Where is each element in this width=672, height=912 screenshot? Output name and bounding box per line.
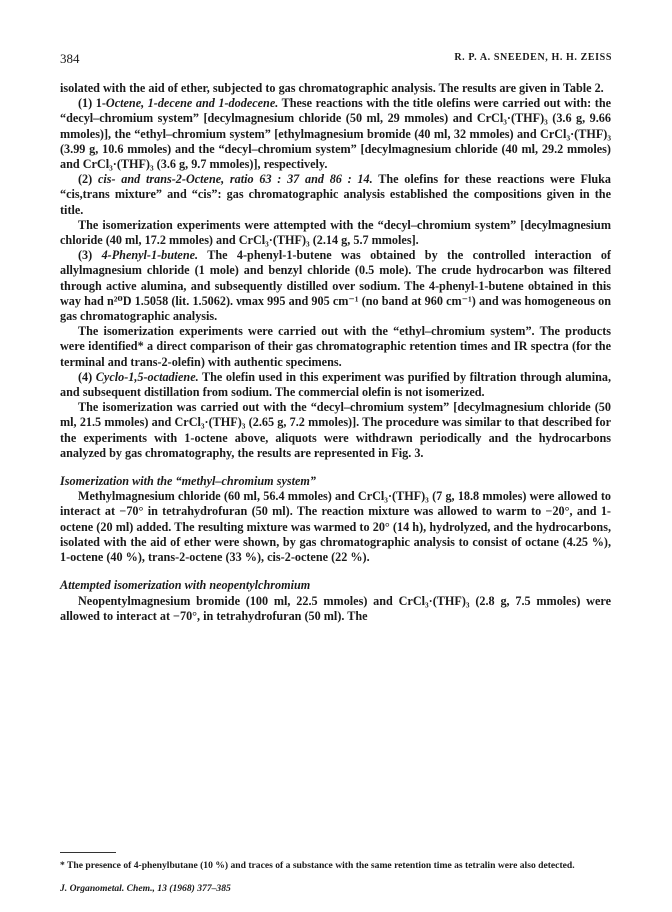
item-text: The olefins for these reactions were Fluka “cis,trans mixture” and “cis”: gas chromatographic analysis established the compositions given in the title. (60, 172, 611, 217)
section-gap (60, 565, 611, 578)
paragraph-continuation: isolated with the aid of ether, subjected to gas chromatographic analysis. The results are given in Table 2. (60, 81, 604, 95)
page-header (60, 51, 612, 67)
footnote-rule (60, 852, 116, 853)
item-title: 4-Phenyl-1-butene. (101, 248, 199, 263)
journal-citation: J. Organometal. Chem., 13 (1968) 377–385 (60, 883, 231, 894)
page-number: 384 (60, 51, 80, 66)
item-number: (4) (78, 369, 96, 384)
item-text: The olefin used in this experiment was purified by filtration through alumina, and subsequent distillation from sodium. The commercial olefin is not isomerized. (60, 369, 611, 400)
item-number: (1) 1- (78, 96, 106, 111)
paragraph-isomerization-decyl: The isomerization experiments were attempted with the “decyl–chromium system” [decylmagnesium chloride (40 ml, 17.2 mmoles) and CrCl₃·(THF)₃ (2.14 g, 5.7 mmoles]. (60, 217, 611, 248)
section-heading-neopentyl: Attempted isomerization with neopentylchromium (60, 578, 311, 593)
item-text: These reactions with the title olefins were carried out with: the “decyl–chromium system” [decylmagnesium chloride (50 ml, 29 mmoles) and CrCl₃·(THF)₃ (3.6 g, 9.66 mmoles)], the “ethyl–chromium system” [ethylmagnesium bromide (40 ml, 32 mmoles) and CrCl₃·(THF)₃ (3.99 g, 10.6 mmoles) and the “decyl–chromium system” [decylmagnesium chloride (40 ml, 29.2 mmoles) and CrCl₃·(THF)₃ (3.6 g, 9.7 mmoles)], respectively. (60, 96, 612, 172)
paragraph-neopentyl: Neopentylmagnesium bromide (100 ml, 22.5 mmoles) and CrCl₃·(THF)₃ (2.8 g, 7.5 mmoles) were allowed to interact at −70°, in tetrahydrofuran (50 ml). The (60, 593, 611, 623)
paragraph-cyclooctadiene (60, 370, 611, 400)
paragraph-isomerization-procedure: The isomerization was carried out with the “decyl–chromium system” [decylmagnesium chloride (50 ml, 21.5 mmoles) and CrCl₃·(THF)₃ (2.65 g, 7.2 mmoles)]. The procedure was similar to that described for the experiments with 1-octene above, aliquots were withdrawn periodically and the hydrocarbons analyzed by gas chromatography, the results are represented in Fig. 3. (60, 400, 611, 460)
paragraph-methyl: Methylmagnesium chloride (60 ml, 56.4 mmoles) and CrCl₃·(THF)₃ (7 g, 18.8 mmoles) were allowed to interact at −70° in tetrahydrofuran (50 ml). The reaction mixture was allowed to warm to −20°, and 1-octene (20 ml) added. The resulting mixture was warmed to 20° (14 h), hydrolyzed, and the hydrocarbons, isolated with the aid of ether were shown, by gas chromatographic analysis to consist of octane (4.25 %), 1-octene (40 %), trans-2-octene (33 %), cis-2-octene (22 %). (60, 489, 611, 565)
item-text: The 4-phenyl-1-butene was obtained by the controlled interaction of allylmagnesium chloride (1 mole) and benzyl chloride (0.5 mole). The crude hydrocarbon was filtered through active alumina, and subsequently distilled over sodium. The 4-phenyl-1-butene obtained in this way had n²⁰D 1.5058 (lit. 1.5062). νmax 995 and 905 cm⁻¹ (no band at 960 cm⁻¹) and was homogeneous on gas chromatographic analysis. (60, 248, 611, 324)
item-title: Octene, 1-decene and 1-dodecene. (105, 96, 279, 111)
paragraph-isomerization-ethyl: The isomerization experiments were carried out with the “ethyl–chromium system”. The products were identified* a direct comparison of their gas chromatographic retention times and IR spectra (for the terminal and trans-2-olefin) with authentic specimens. (60, 324, 611, 369)
paragraph-octene (60, 96, 611, 172)
paragraph-phenylbutene (60, 248, 611, 324)
section-gap (60, 461, 611, 474)
body-text (60, 81, 611, 624)
item-title: cis- and trans-2-Octene, ratio 63 : 37 and 86 : 14. (97, 172, 373, 187)
running-head: R. P. A. SNEEDEN, H. H. ZEISS (454, 52, 612, 63)
paragraph-2-octene (60, 172, 611, 218)
footnote: * The presence of 4-phenylbutane (10 %) and traces of a substance with the same retention time as tetralin were also detected. (60, 860, 575, 871)
section-heading-methyl: Isomerization with the “methyl–chromium system” (60, 474, 316, 489)
item-number: (3) (78, 248, 102, 263)
item-number: (2) (78, 172, 98, 187)
item-title: Cyclo-1,5-octadiene. (95, 369, 199, 384)
